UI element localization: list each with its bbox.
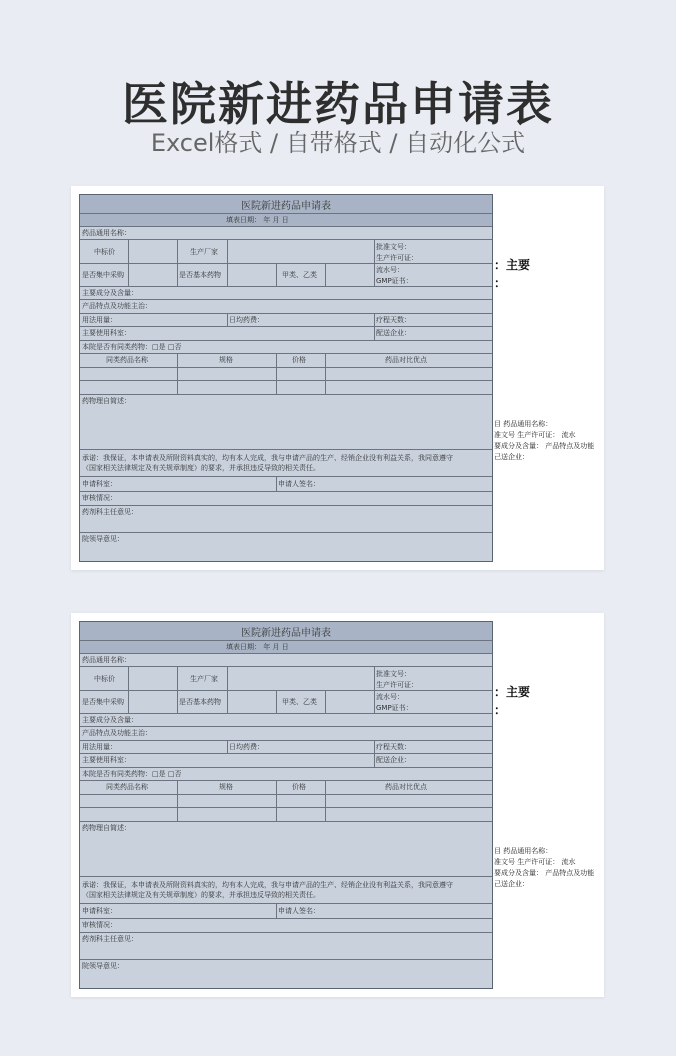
distributor-label: 配送企业： [376,329,411,337]
drug-name-label: 药品通用名称： [82,229,131,237]
main-dept-label: 主要使用科室： [82,756,131,764]
leader-label: 院领导意见： [82,535,124,543]
features-row [80,727,492,741]
similar-data-row [80,381,492,395]
side-line-1: 目 药品通用名称： [494,847,553,855]
preview-card-2 [71,613,604,997]
ingredients-label: 主要成分及含量： [82,716,138,724]
fill-date-label: 填表日期： 年 月 日 [226,643,289,651]
divider [374,240,375,263]
preview-card-1 [71,186,604,570]
similar-header-name: 同类药品名称 [106,783,148,791]
pharm-brief-label: 药物理自简述： [82,824,131,832]
divider [325,691,326,713]
divider [374,327,375,340]
production-license-label: 生产许可证： [376,254,418,262]
promise-line-2: （国家相关法律规定及有关规章制度）的要求，并承担违反导致的相关责任。 [82,464,320,472]
apply-row [80,904,492,919]
promise-line-2: （国家相关法律规定及有关规章制度）的要求，并承担违反导致的相关责任。 [82,891,320,899]
divider [325,795,326,807]
similar-header-price: 价格 [292,356,306,364]
serial-no-label: 流水号： [376,266,404,274]
divider [177,691,178,713]
daily-cost-label: 日均药费： [229,316,264,324]
divider [177,368,178,380]
similar-header-price: 价格 [292,783,306,791]
side-line-2: 准文号 生产许可证： 流水 [494,858,576,866]
apply-row [80,477,492,492]
class-ab-label: 甲类、乙类 [282,271,317,279]
divider [128,264,129,286]
director-row [80,933,492,960]
similar-header-row [80,781,492,795]
divider [227,314,228,326]
applicant-sign-label: 申请人签名： [278,907,320,915]
divider [227,741,228,753]
promise-line-1: 承诺：我保证，本申请表及所附资料真实的，均有本人完成，我与申请产品的生产、经销企业没有利益关系，我同意遵守 [82,881,453,889]
fill-date-label: 填表日期： 年 月 日 [226,216,289,224]
essential-label: 是否基本药物 [179,698,221,706]
divider [177,264,178,286]
apply-dept-label: 申请科室： [82,907,117,915]
form-title-row [80,195,492,214]
divider [325,381,326,394]
side-line-1: 目 药品通用名称： [494,420,553,428]
divider [374,667,375,690]
applicant-sign-label: 申请人签名： [278,480,320,488]
procurement-row [80,691,492,714]
similar-question-row [80,768,492,781]
bid-price-label: 中标价 [94,248,115,256]
main-dept-label: 主要使用科室： [82,329,131,337]
leader-label: 院领导意见： [82,962,124,970]
centralized-label: 是否集中采购 [82,698,124,706]
similar-header-spec: 规格 [219,356,233,364]
side-line-2: 准文号 生产许可证： 流水 [494,431,576,439]
similar-question-label: 本院是否有同类药物：□是 □否 [82,770,182,778]
dept-row [80,327,492,341]
dosage-row [80,314,492,327]
similar-data-row [80,795,492,808]
similar-header-advantage: 药品对比优点 [385,783,427,791]
review-row [80,492,492,506]
daily-cost-label: 日均药费： [229,743,264,751]
divider [325,808,326,821]
drug-name-row [80,654,492,667]
director-label: 药剂科主任意见： [82,508,138,516]
dosage-label: 用法用量： [82,743,117,751]
procurement-row [80,264,492,287]
divider [276,381,277,394]
side-line-3: 要成分及含量： 产品特点及功能 [494,869,595,877]
divider [227,667,228,690]
form-title: 医院新进药品申请表 [241,201,331,212]
review-label: 审核情况： [82,494,117,502]
divider [276,368,277,380]
pharm-brief-row [80,822,492,877]
side-line-4: 己送企业： [494,880,529,888]
pharm-brief-row [80,395,492,450]
director-row [80,506,492,533]
divider [177,808,178,821]
divider [177,240,178,263]
divider [325,354,326,367]
price-manufacturer-row [80,240,492,264]
manufacturer-label: 生产厂家 [190,248,218,256]
hero-title: 医院新进药品申请表 [122,77,554,131]
divider [374,691,375,713]
fill-date-row [80,641,492,654]
centralized-label: 是否集中采购 [82,271,124,279]
divider [276,691,277,713]
gmp-cert-label: GMP证书： [376,704,413,712]
divider [374,264,375,286]
price-manufacturer-row [80,667,492,691]
drug-name-row [80,227,492,240]
divider [325,368,326,380]
leader-row [80,533,492,561]
approval-no-label: 批准文号： [376,243,411,251]
similar-question-row [80,341,492,354]
form-title-row [80,622,492,641]
divider [128,691,129,713]
class-ab-label: 甲类、乙类 [282,698,317,706]
side-bold-main: ：主要 [494,258,531,272]
hero-subtitle: Excel格式 / 自带格式 / 自动化公式 [150,129,526,157]
divider [227,264,228,286]
course-days-label: 疗程天数： [376,316,411,324]
divider [276,781,277,794]
side-line-4: 己送企业： [494,453,529,461]
similar-header-name: 同类药品名称 [106,356,148,364]
divider [374,741,375,753]
bid-price-label: 中标价 [94,675,115,683]
divider [325,781,326,794]
side-bold-colon: ： [494,703,507,717]
divider [177,781,178,794]
review-row [80,919,492,933]
similar-header-advantage: 药品对比优点 [385,356,427,364]
ingredients-row [80,287,492,300]
similar-header-row [80,354,492,368]
divider [374,754,375,767]
similar-data-row [80,368,492,381]
similar-header-spec: 规格 [219,783,233,791]
approval-no-label: 批准文号： [376,670,411,678]
ingredients-label: 主要成分及含量： [82,289,138,297]
dosage-label: 用法用量： [82,316,117,324]
production-license-label: 生产许可证： [376,681,418,689]
promise-row [80,877,492,904]
dept-row [80,754,492,768]
dosage-row [80,741,492,754]
divider [276,354,277,367]
gmp-cert-label: GMP证书： [376,277,413,285]
divider [177,354,178,367]
promise-row [80,450,492,477]
divider [276,904,277,918]
apply-dept-label: 申请科室： [82,480,117,488]
director-label: 药剂科主任意见： [82,935,138,943]
drug-name-label: 药品通用名称： [82,656,131,664]
divider [128,667,129,690]
pharm-brief-label: 药物理自简述： [82,397,131,405]
divider [177,381,178,394]
side-line-3: 要成分及含量： 产品特点及功能 [494,442,595,450]
distributor-label: 配送企业： [376,756,411,764]
divider [128,240,129,263]
divider [227,691,228,713]
ingredients-row [80,714,492,727]
divider [276,264,277,286]
review-label: 审核情况： [82,921,117,929]
divider [276,795,277,807]
fill-date-row [80,214,492,227]
similar-data-row [80,808,492,822]
features-label: 产品特点及功能主治： [82,302,152,310]
similar-question-label: 本院是否有同类药物：□是 □否 [82,343,182,351]
side-bold-colon: ： [494,276,507,290]
form-title: 医院新进药品申请表 [241,628,331,639]
divider [374,314,375,326]
leader-row [80,960,492,988]
manufacturer-label: 生产厂家 [190,675,218,683]
divider [325,264,326,286]
divider [276,477,277,491]
application-form-2 [79,621,493,989]
divider [276,808,277,821]
features-label: 产品特点及功能主治： [82,729,152,737]
features-row [80,300,492,314]
side-bold-main: ：主要 [494,685,531,699]
application-form-1 [79,194,493,562]
course-days-label: 疗程天数： [376,743,411,751]
essential-label: 是否基本药物 [179,271,221,279]
divider [177,667,178,690]
divider [227,240,228,263]
serial-no-label: 流水号： [376,693,404,701]
promise-line-1: 承诺：我保证，本申请表及所附资料真实的，均有本人完成，我与申请产品的生产、经销企业没有利益关系，我同意遵守 [82,454,453,462]
divider [177,795,178,807]
